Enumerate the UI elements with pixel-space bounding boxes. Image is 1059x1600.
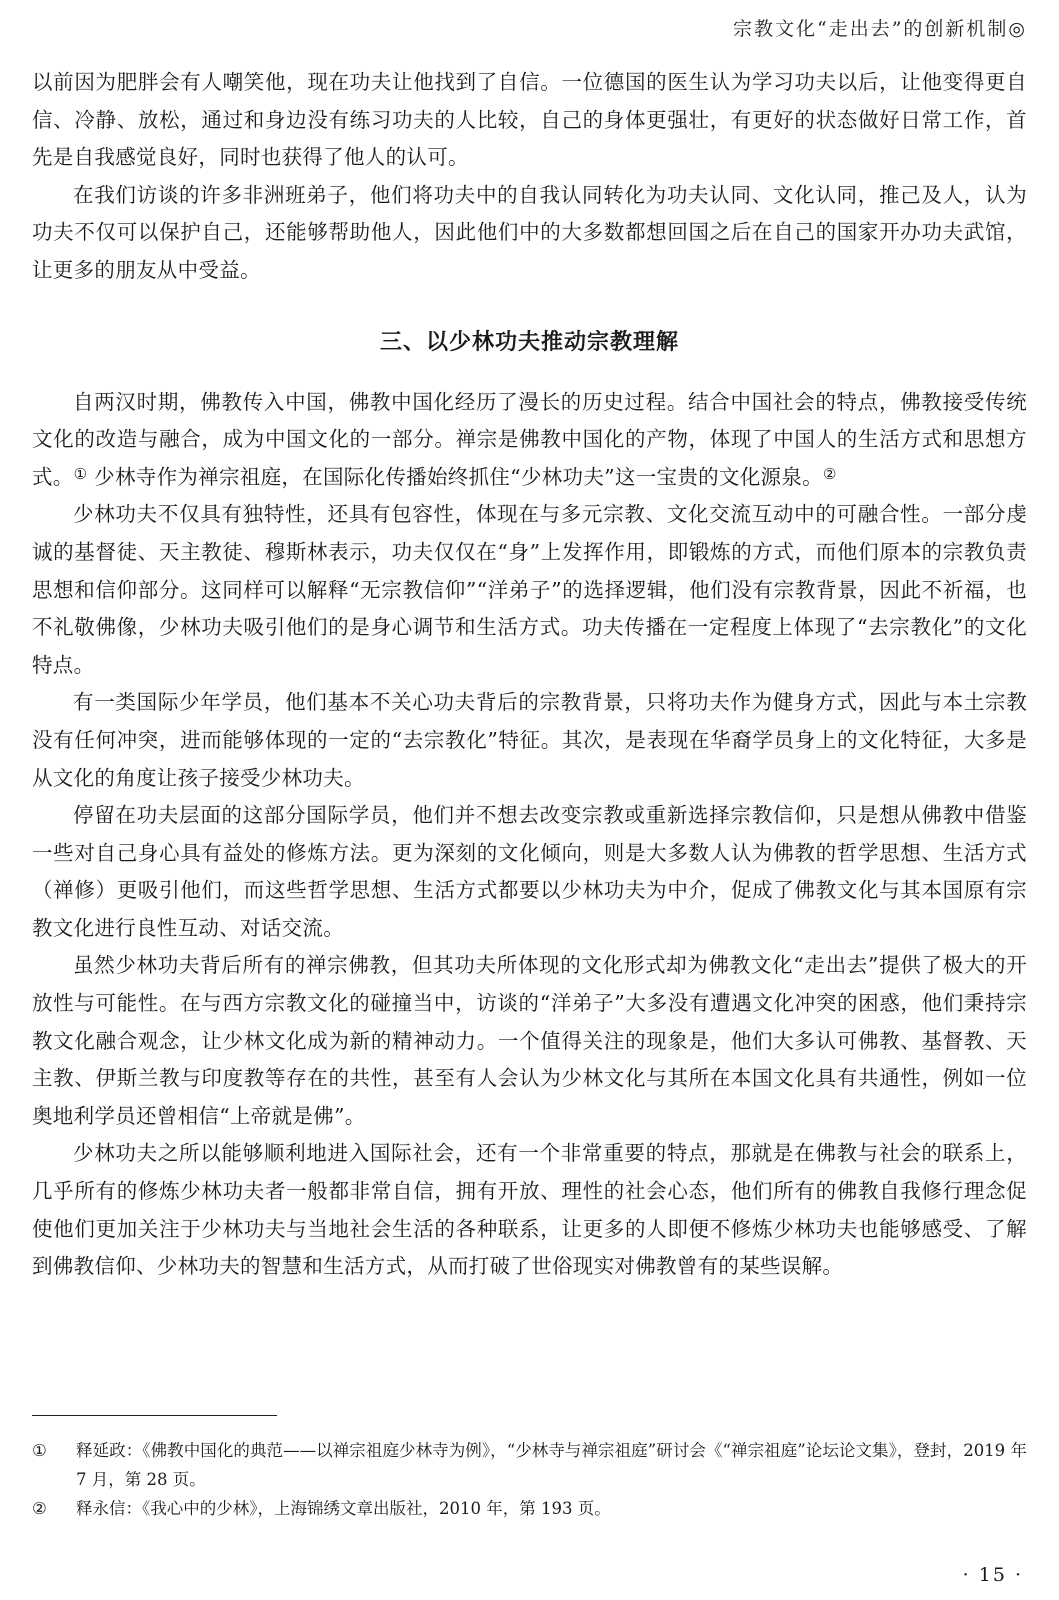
paragraph-with-footnotes	[32, 384, 1027, 497]
main-text	[32, 64, 1027, 1286]
paragraph: 虽然少林功夫背后所有的禅宗佛教，但其功夫所体现的文化形式却为佛教文化“走出去”提供了极大的开放性与可能性。在与西方宗教文化的碰撞当中，访谈的“洋弟子”大多没有遭遇文化冲突的困惑，他们秉持宗教文化融合观念，让少林文化成为新的精神动力。一个值得关注的现象是，他们大多认可佛教、基督教、天主教、伊斯兰教与印度教等存在的共性，甚至有人会认为少林文化与其所在本国文化具有共通性，例如一位奥地利学员还曾相信“上帝就是佛”。	[32, 953, 1027, 1128]
footnote-mark: ①	[32, 1441, 47, 1460]
footnote-text: 释永信：《我心中的少林》，上海锦绣文章出版社，2010 年，第 193 页。	[76, 1499, 611, 1518]
footnote-ref-2[interactable]: ②	[822, 464, 837, 483]
footnote-divider	[32, 1415, 277, 1416]
footnote-mark: ②	[32, 1499, 47, 1518]
page-number: · 15 ·	[962, 1564, 1023, 1586]
paragraph-text: 自两汉时期，佛教传入中国，佛教中国化经历了漫长的历史过程。结合中国社会的特点，佛教接受传统文化的改造与融合，成为中国文化的一部分。禅宗是佛教中国化的产物，体现了中国人的生活方式和思想方式。	[32, 389, 1027, 489]
paragraph: 有一类国际少年学员，他们基本不关心功夫背后的宗教背景，只将功夫作为健身方式，因此与本土宗教没有任何冲突，进而能够体现的一定的“去宗教化”特征。其次，是表现在华裔学员身上的文化特征，大多是从文化的角度让孩子接受少林功夫。	[32, 690, 1027, 790]
running-header: 宗教文化“走出去”的创新机制◎	[732, 18, 1027, 40]
footnote-2	[32, 1494, 1027, 1523]
section-heading: 三、以少林功夫推动宗教理解	[379, 329, 679, 355]
paragraph: 少林功夫之所以能够顺利地进入国际社会，还有一个非常重要的特点，那就是在佛教与社会的联系上，几乎所有的修炼少林功夫者一般都非常自信，拥有开放、理性的社会心态，他们所有的佛教自我修行理念促使他们更加关注于少林功夫与当地社会生活的各种联系，让更多的人即便不修炼少林功夫也能够感受、了解到佛教信仰、少林功夫的智慧和生活方式，从而打破了世俗现实对佛教曾有的某些误解。	[32, 1141, 1027, 1279]
footnote-1	[32, 1436, 1027, 1494]
footnote-ref-1[interactable]: ①	[73, 464, 88, 483]
paragraph: 停留在功夫层面的这部分国际学员，他们并不想去改变宗教或重新选择宗教信仰，只是想从佛教中借鉴一些对自己身心具有益处的修炼方法。更为深刻的文化倾向，则是大多数人认为佛教的哲学思想、生活方式（禅修）更吸引他们，而这些哲学思想、生活方式都要以少林功夫为中介，促成了佛教文化与其本国原有宗教文化进行良性互动、对话交流。	[32, 803, 1027, 940]
footnote-text: 释延政：《佛教中国化的典范——以禅宗祖庭少林寺为例》，“少林寺与禅宗祖庭”研讨会《“禅宗祖庭”论坛论文集》，登封，2019 年 7 月，第 28 页。	[76, 1441, 1027, 1489]
paragraph: 在我们访谈的许多非洲班弟子，他们将功夫中的自我认同转化为功夫认同、文化认同，推己及人，认为功夫不仅可以保护自己，还能够帮助他人，因此他们中的大多数都想回国之后在自己的国家开办功夫武馆，让更多的朋友从中受益。	[32, 182, 1027, 282]
paragraph: 少林功夫不仅具有独特性，还具有包容性，体现在与多元宗教、文化交流互动中的可融合性。一部分虔诚的基督徒、天主教徒、穆斯林表示，功夫仅仅在“身”上发挥作用，即锻炼的方式，而他们原本的宗教负责思想和信仰部分。这同样可以解释“无宗教信仰”“洋弟子”的选择逻辑，他们没有宗教背景，因此不祈福，也不礼敬佛像，少林功夫吸引他们的是身心调节和生活方式。功夫传播在一定程度上体现了“去宗教化”的文化特点。	[32, 502, 1027, 677]
footnotes	[32, 1436, 1027, 1523]
paragraph-text: 少林寺作为禅宗祖庭，在国际化传播始终抓住“少林功夫”这一宝贵的文化源泉。	[87, 464, 823, 489]
paragraph-continued: 以前因为肥胖会有人嘲笑他，现在功夫让他找到了自信。一位德国的医生认为学习功夫以后，让他变得更自信、冷静、放松，通过和身边没有练习功夫的人比较，自己的身体更强壮，有更好的状态做好日常工作，首先是自我感觉良好，同时也获得了他人的认可。	[32, 70, 1027, 170]
